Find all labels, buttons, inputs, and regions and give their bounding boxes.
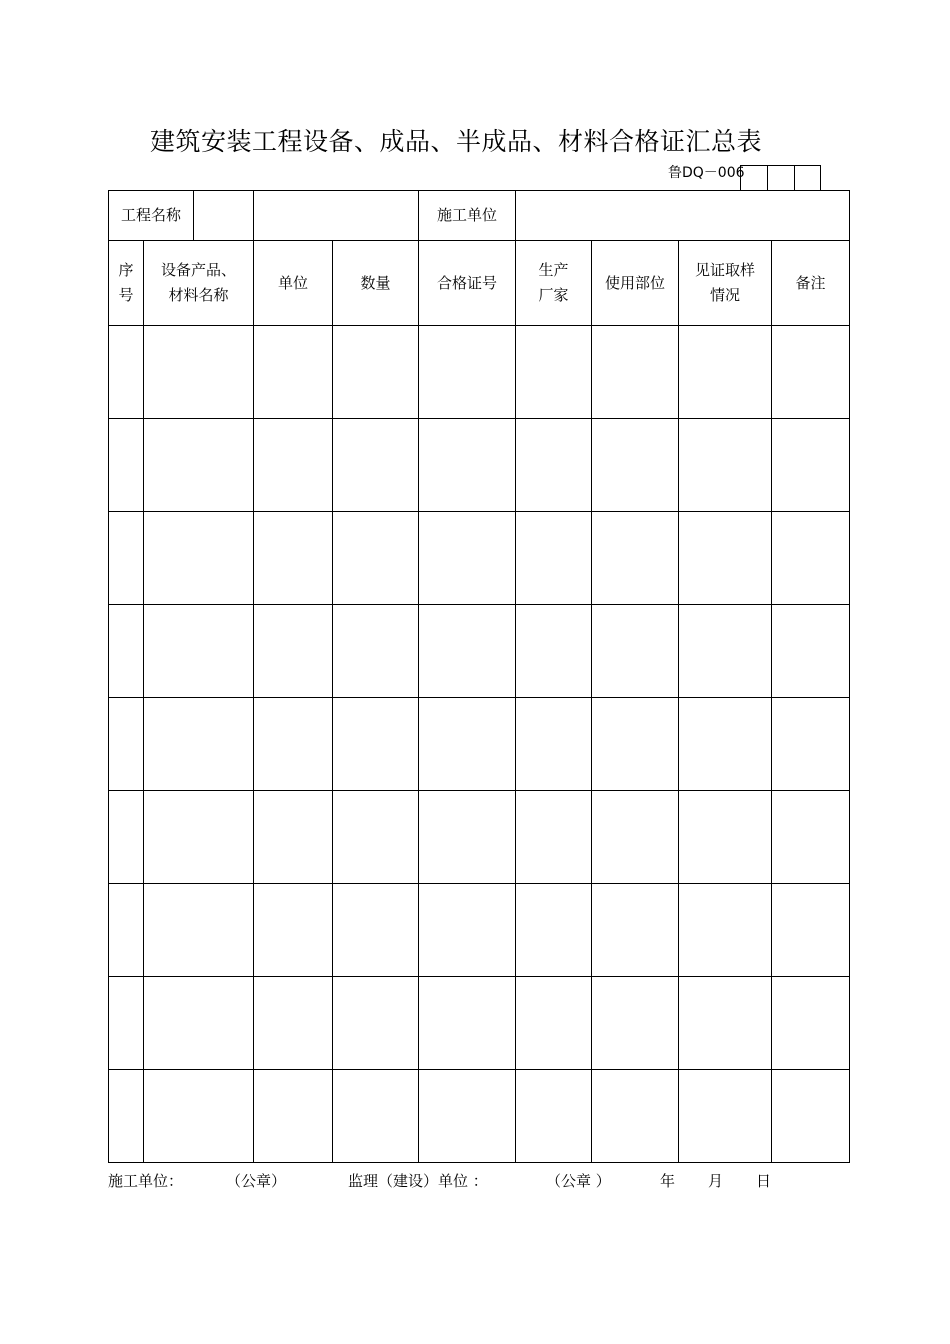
column-header-line: 情况 — [709, 286, 740, 304]
table-cell[interactable] — [333, 326, 419, 419]
column-header-line: 备注 — [795, 273, 826, 292]
table-cell[interactable] — [516, 326, 592, 419]
table-cell[interactable] — [254, 977, 333, 1070]
column-header — [772, 241, 850, 326]
footer-seal-1: （公章） — [226, 1172, 287, 1190]
column-header-line: 设备产品、 — [160, 261, 236, 279]
table-cell[interactable] — [144, 1070, 254, 1163]
column-header — [419, 241, 516, 326]
table-cell[interactable] — [679, 419, 772, 512]
table-cell[interactable] — [772, 1070, 850, 1163]
table-cell[interactable] — [254, 605, 333, 698]
column-header-line: 生产 — [538, 261, 569, 279]
table-cell[interactable] — [419, 605, 516, 698]
table-cell[interactable] — [679, 698, 772, 791]
table-cell[interactable] — [592, 326, 679, 419]
table-row — [109, 1070, 850, 1163]
table-cell[interactable] — [333, 977, 419, 1070]
footer-month: 月 — [708, 1172, 724, 1190]
table-cell[interactable] — [333, 698, 419, 791]
table-row — [109, 977, 850, 1070]
table-cell[interactable] — [516, 698, 592, 791]
table-cell[interactable] — [109, 698, 144, 791]
table-cell[interactable] — [109, 419, 144, 512]
table-cell[interactable] — [254, 326, 333, 419]
table-cell[interactable] — [419, 326, 516, 419]
certificate-summary-table — [108, 190, 850, 1163]
table-row — [109, 326, 850, 419]
table-cell[interactable] — [333, 605, 419, 698]
table-cell[interactable] — [419, 512, 516, 605]
table-row — [109, 698, 850, 791]
footer-year: 年 — [660, 1172, 676, 1190]
column-header-line: 合格证号 — [436, 273, 497, 292]
column-header-line: 数量 — [360, 273, 391, 292]
project-name-label: 工程名称 — [109, 191, 194, 240]
table-cell[interactable] — [333, 884, 419, 977]
table-cell[interactable] — [254, 419, 333, 512]
code-boxes — [740, 165, 821, 190]
info-row — [109, 191, 850, 241]
table-row — [109, 605, 850, 698]
project-name-value[interactable] — [194, 191, 253, 240]
table-row — [109, 791, 850, 884]
table-cell[interactable] — [516, 512, 592, 605]
table-cell[interactable] — [144, 326, 254, 419]
table-cell[interactable] — [592, 605, 679, 698]
table-row — [109, 884, 850, 977]
column-header-line: 使用部位 — [604, 273, 665, 292]
table-cell[interactable] — [419, 884, 516, 977]
code-box[interactable] — [767, 165, 794, 190]
table-cell[interactable] — [772, 977, 850, 1070]
column-header — [109, 241, 144, 326]
column-header-line: 单位 — [277, 273, 308, 292]
table-cell[interactable] — [419, 1070, 516, 1163]
column-header — [592, 241, 679, 326]
table-cell[interactable] — [772, 419, 850, 512]
footer-construction-unit: 施工单位： — [108, 1172, 184, 1190]
table-cell[interactable] — [592, 1070, 679, 1163]
table-cell[interactable] — [144, 977, 254, 1070]
column-header-line: 材料名称 — [168, 286, 229, 304]
table-cell[interactable] — [144, 605, 254, 698]
table-cell[interactable] — [419, 698, 516, 791]
table-cell[interactable] — [772, 884, 850, 977]
table-cell[interactable] — [772, 698, 850, 791]
column-header — [516, 241, 592, 326]
table-cell[interactable] — [333, 512, 419, 605]
table-cell[interactable] — [144, 512, 254, 605]
table-row — [109, 512, 850, 605]
table-cell[interactable] — [592, 698, 679, 791]
table-cell[interactable] — [772, 326, 850, 419]
table-cell[interactable] — [592, 977, 679, 1070]
footer-supervision-unit: 监理（建设）单位 ： — [348, 1172, 488, 1190]
table-cell[interactable] — [144, 884, 254, 977]
table-cell[interactable] — [333, 791, 419, 884]
table-cell[interactable] — [144, 419, 254, 512]
table-cell[interactable] — [679, 884, 772, 977]
table-cell[interactable] — [516, 791, 592, 884]
table-cell[interactable] — [679, 1070, 772, 1163]
table-cell[interactable] — [254, 512, 333, 605]
table-cell[interactable] — [254, 791, 333, 884]
table-cell[interactable] — [592, 791, 679, 884]
table-cell[interactable] — [419, 791, 516, 884]
table-cell[interactable] — [772, 605, 850, 698]
code-box[interactable] — [740, 165, 767, 190]
column-header — [333, 241, 419, 326]
table-cell[interactable] — [679, 791, 772, 884]
table-cell[interactable] — [679, 326, 772, 419]
construction-unit-label: 施工单位 — [419, 191, 516, 241]
table-cell[interactable] — [109, 884, 144, 977]
column-header-line: 见证取样 — [694, 261, 755, 279]
footer-seal-2: （公章 ） — [546, 1172, 611, 1190]
project-name-cell — [109, 191, 254, 241]
column-header — [679, 241, 772, 326]
table-cell[interactable] — [109, 605, 144, 698]
column-header-line: 号 — [118, 286, 134, 304]
table-cell[interactable] — [516, 977, 592, 1070]
table-cell[interactable] — [419, 419, 516, 512]
table-cell[interactable] — [516, 884, 592, 977]
table-cell[interactable] — [144, 791, 254, 884]
project-name-field[interactable] — [254, 191, 419, 241]
table-cell[interactable] — [333, 419, 419, 512]
form-code: 鲁DQ－006 — [668, 165, 745, 181]
table-cell[interactable] — [254, 1070, 333, 1163]
table-cell[interactable] — [254, 884, 333, 977]
page-title: 建筑安装工程设备、成品、半成品、材料合格证汇总表 — [150, 127, 763, 156]
column-header-line: 厂家 — [538, 286, 569, 304]
table-cell[interactable] — [109, 326, 144, 419]
table-cell[interactable] — [679, 512, 772, 605]
table-cell[interactable] — [592, 512, 679, 605]
table-cell[interactable] — [109, 512, 144, 605]
table-cell[interactable] — [254, 698, 333, 791]
table-cell[interactable] — [419, 977, 516, 1070]
column-header — [254, 241, 333, 326]
footer-day: 日 — [756, 1172, 772, 1190]
table-cell[interactable] — [516, 605, 592, 698]
column-header-line: 序 — [118, 261, 134, 279]
code-box[interactable] — [794, 165, 821, 190]
table-cell[interactable] — [592, 419, 679, 512]
header-row — [109, 241, 850, 326]
table-cell[interactable] — [109, 1070, 144, 1163]
table-cell[interactable] — [516, 419, 592, 512]
table-cell[interactable] — [679, 605, 772, 698]
table-cell[interactable] — [333, 1070, 419, 1163]
table-cell[interactable] — [109, 977, 144, 1070]
table-cell[interactable] — [679, 977, 772, 1070]
table-cell[interactable] — [516, 1070, 592, 1163]
table-cell[interactable] — [772, 512, 850, 605]
construction-unit-value[interactable] — [516, 191, 850, 241]
table-cell[interactable] — [592, 884, 679, 977]
column-header — [144, 241, 254, 326]
table-row — [109, 419, 850, 512]
table-cell[interactable] — [144, 698, 254, 791]
table-cell[interactable] — [109, 791, 144, 884]
table-cell[interactable] — [772, 791, 850, 884]
